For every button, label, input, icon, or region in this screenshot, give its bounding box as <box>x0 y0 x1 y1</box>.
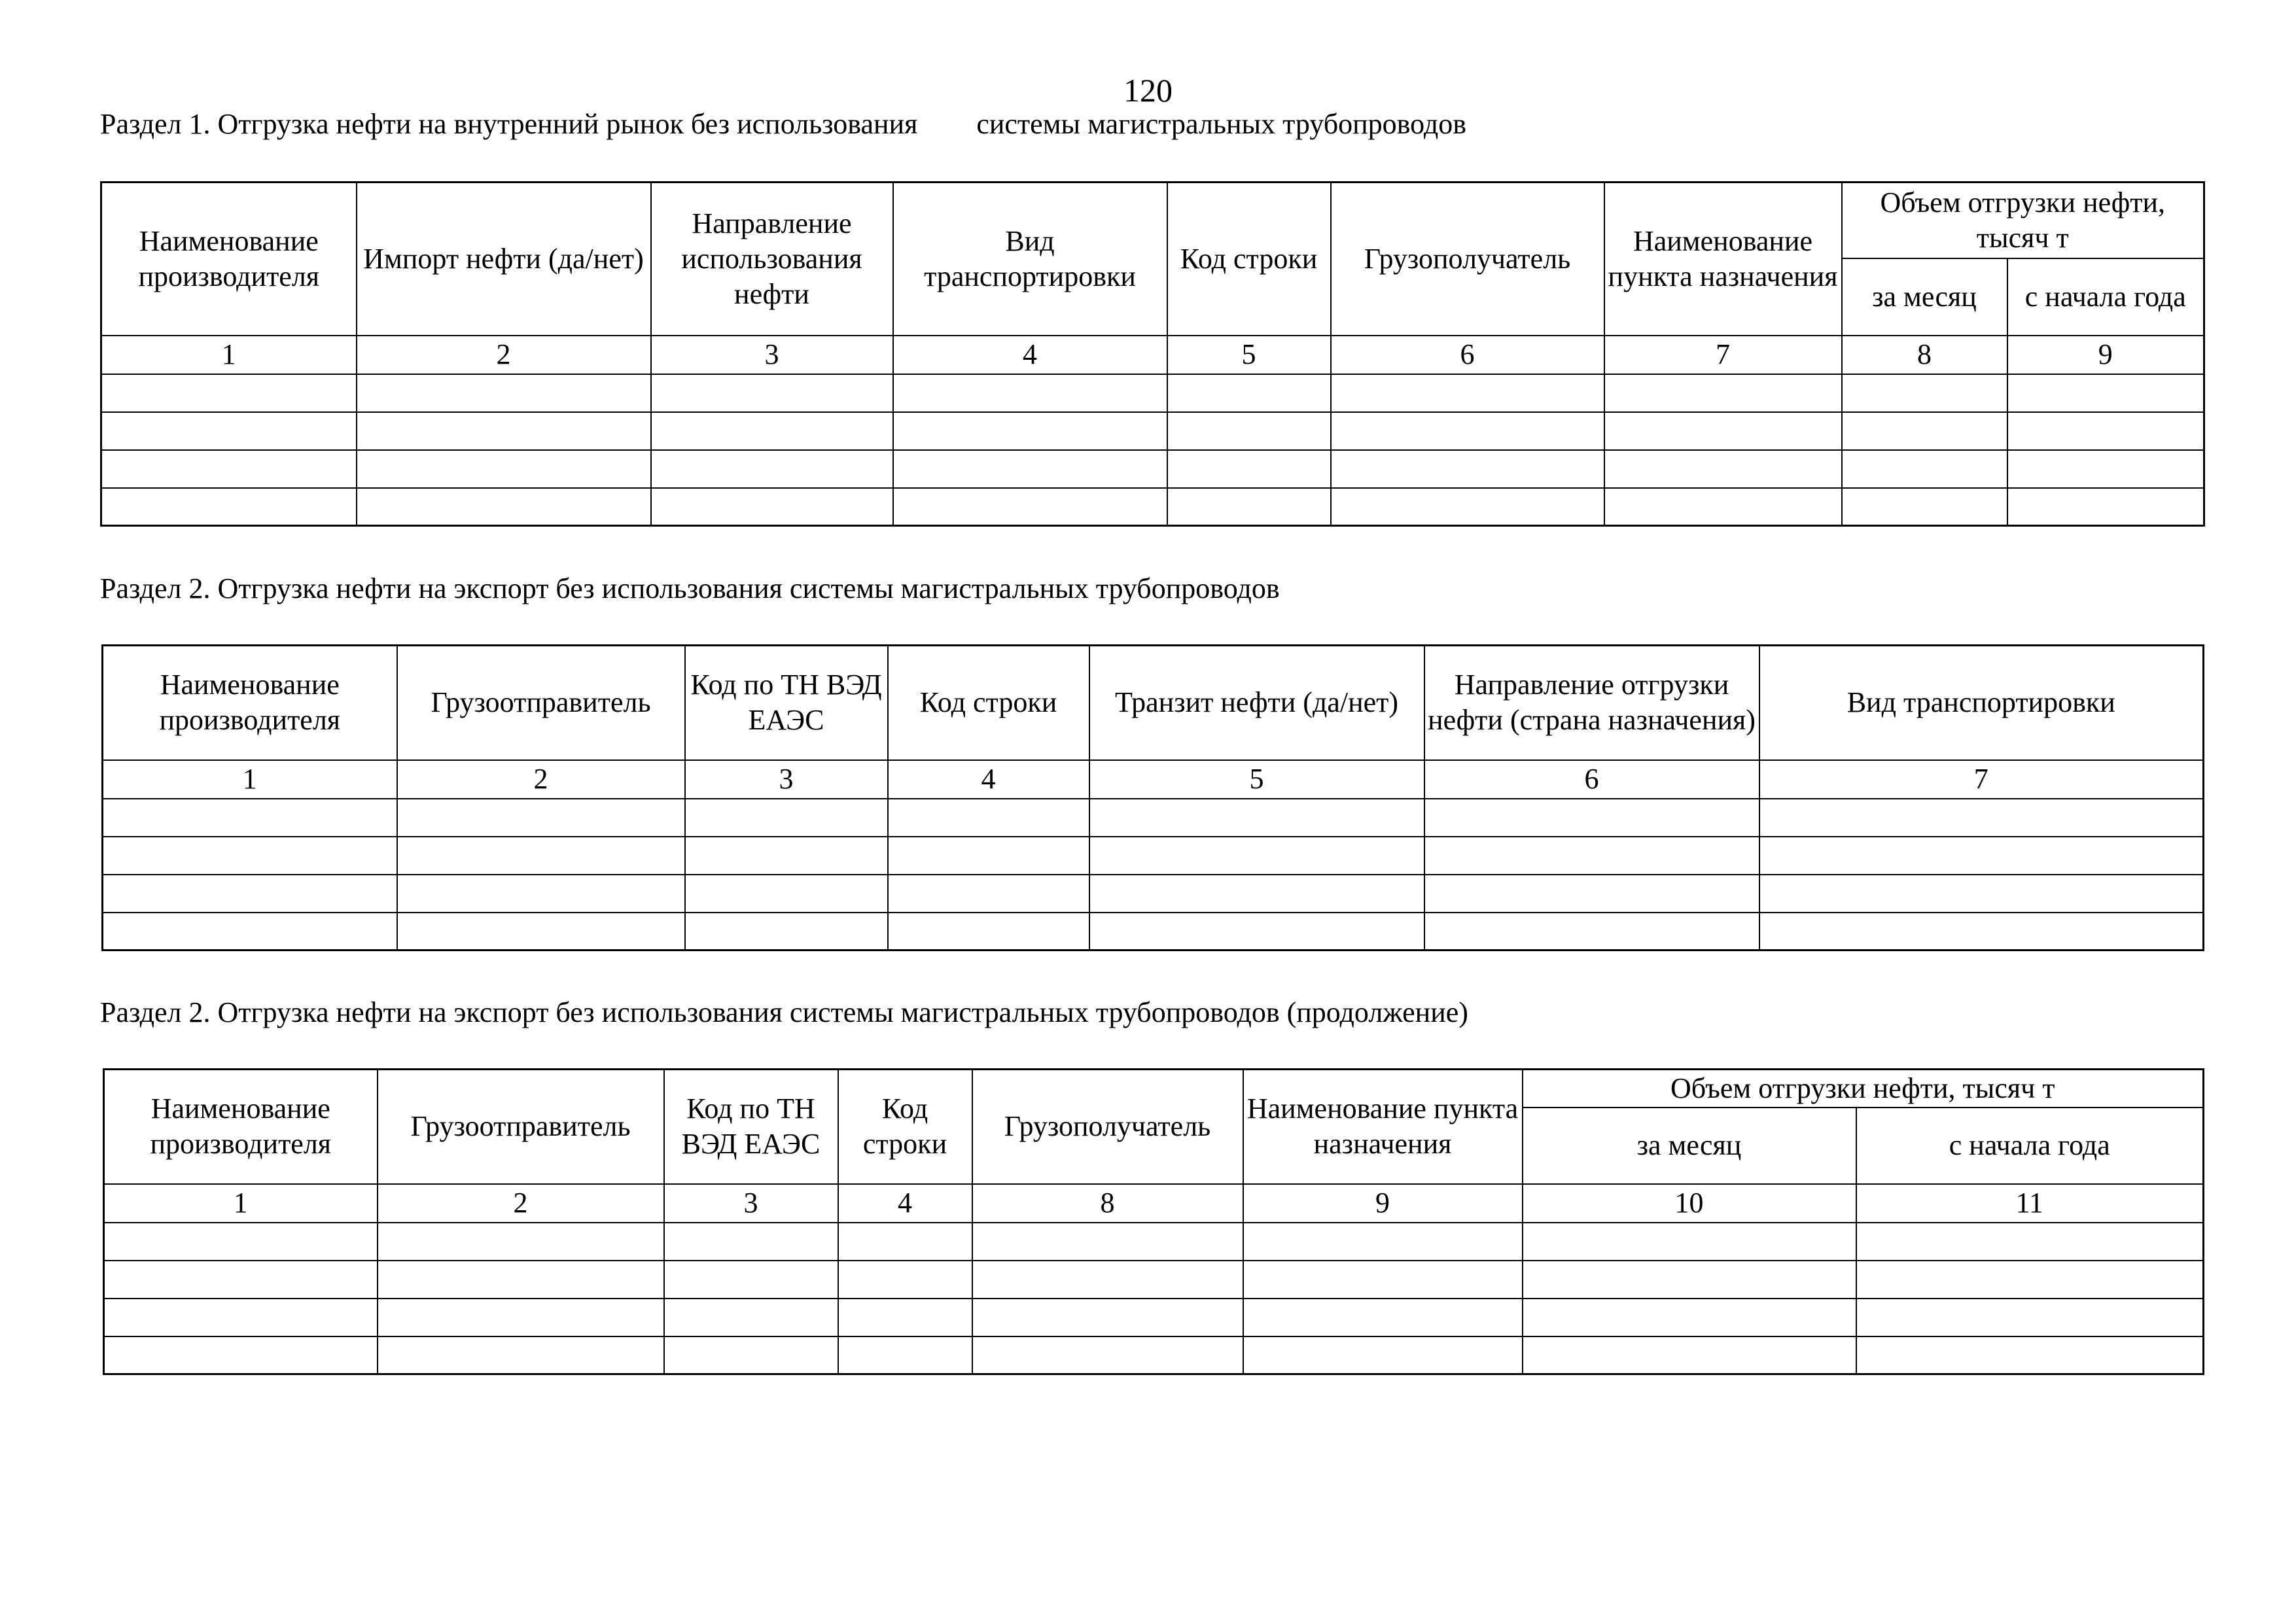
table-cell[interactable] <box>1842 450 2007 488</box>
table-cell[interactable] <box>378 1261 664 1299</box>
table-cell[interactable] <box>1167 374 1331 412</box>
table-cell[interactable] <box>893 488 1167 526</box>
table-cell[interactable] <box>1759 799 2204 837</box>
table-cell[interactable] <box>1523 1261 1856 1299</box>
section1-title-part1: Раздел 1. Отгрузка нефти на внутренний рынок без использования <box>100 108 918 140</box>
column-number: 6 <box>1424 760 1759 799</box>
header-shipper: Грузоотправитель <box>378 1070 664 1184</box>
column-number: 8 <box>972 1184 1243 1223</box>
header-line-code: Код строки <box>838 1070 972 1184</box>
table-cell[interactable] <box>1424 837 1759 875</box>
table-row <box>101 488 2204 526</box>
column-number: 10 <box>1523 1184 1856 1223</box>
table-row <box>104 1261 2204 1299</box>
column-number: 2 <box>397 760 685 799</box>
table-cell[interactable] <box>1523 1299 1856 1336</box>
column-number: 5 <box>1089 760 1424 799</box>
table-cell[interactable] <box>1523 1336 1856 1374</box>
table-cell[interactable] <box>1759 913 2204 951</box>
table-cell[interactable] <box>685 875 888 913</box>
table-cell[interactable] <box>651 374 893 412</box>
table-row <box>103 799 2204 837</box>
table-cell[interactable] <box>1842 374 2007 412</box>
table-row <box>103 837 2204 875</box>
header-tn-ved: Код по ТН ВЭД ЕАЭС <box>664 1070 838 1184</box>
table-cell[interactable] <box>357 450 651 488</box>
table-cell[interactable] <box>1243 1223 1523 1261</box>
table-cell[interactable] <box>1167 412 1331 450</box>
table-cell[interactable] <box>1604 450 1842 488</box>
table-cell[interactable] <box>664 1261 838 1299</box>
table-cell[interactable] <box>1167 488 1331 526</box>
table-cell[interactable] <box>1842 412 2007 450</box>
column-number: 9 <box>2007 336 2204 374</box>
header-destination: Наименование пункта назначения <box>1243 1070 1523 1184</box>
table-cell[interactable] <box>397 799 685 837</box>
table-cell[interactable] <box>1243 1261 1523 1299</box>
section3-title: Раздел 2. Отгрузка нефти на экспорт без использования системы магистральных трубопроводов (продолжение) <box>100 996 1468 1028</box>
header-shipper: Грузоотправитель <box>397 646 685 760</box>
header-transport: Вид транспортировки <box>893 183 1167 336</box>
table-cell[interactable] <box>1243 1299 1523 1336</box>
table-cell[interactable] <box>893 450 1167 488</box>
table-cell[interactable] <box>357 488 651 526</box>
table-cell[interactable] <box>397 875 685 913</box>
section2-title: Раздел 2. Отгрузка нефти на экспорт без использования системы магистральных трубопроводов <box>100 572 1280 604</box>
column-number: 1 <box>104 1184 378 1223</box>
table-cell[interactable] <box>1331 374 1604 412</box>
header-producer: Наименование производителя <box>103 646 397 760</box>
table-cell[interactable] <box>103 875 397 913</box>
column-number: 2 <box>378 1184 664 1223</box>
table-cell[interactable] <box>838 1261 972 1299</box>
table-cell[interactable] <box>972 1261 1243 1299</box>
column-number: 4 <box>893 336 1167 374</box>
column-number: 5 <box>1167 336 1331 374</box>
column-number: 7 <box>1759 760 2204 799</box>
table-cell[interactable] <box>888 913 1089 951</box>
section1-table <box>100 181 2205 527</box>
table-cell[interactable] <box>1856 1223 2204 1261</box>
table-cell[interactable] <box>838 1336 972 1374</box>
table-cell[interactable] <box>101 450 357 488</box>
table-cell[interactable] <box>378 1299 664 1336</box>
header-consignee: Грузополучатель <box>972 1070 1243 1184</box>
table-row <box>103 913 2204 951</box>
table-cell[interactable] <box>1331 450 1604 488</box>
table-cell[interactable] <box>685 799 888 837</box>
header-producer: Наименование производителя <box>101 183 357 336</box>
column-number: 8 <box>1842 336 2007 374</box>
column-number: 9 <box>1243 1184 1523 1223</box>
section1-title <box>100 106 1466 143</box>
header-month: за месяц <box>1842 258 2007 336</box>
header-direction: Направление использования нефти <box>651 183 893 336</box>
section2-table <box>101 644 2204 951</box>
table-cell[interactable] <box>651 488 893 526</box>
table-cell[interactable] <box>1424 913 1759 951</box>
table-cell[interactable] <box>651 450 893 488</box>
table-cell[interactable] <box>1856 1299 2204 1336</box>
table-cell[interactable] <box>397 837 685 875</box>
table-cell[interactable] <box>357 374 651 412</box>
table-cell[interactable] <box>1089 799 1424 837</box>
header-volume: Объем отгрузки нефти, тысяч т <box>1842 183 2204 258</box>
table-cell[interactable] <box>893 412 1167 450</box>
table-cell[interactable] <box>103 837 397 875</box>
table-cell[interactable] <box>685 837 888 875</box>
table-cell[interactable] <box>101 412 357 450</box>
column-number: 1 <box>101 336 357 374</box>
table-cell[interactable] <box>1424 799 1759 837</box>
table-cell[interactable] <box>104 1336 378 1374</box>
table-cell[interactable] <box>1089 875 1424 913</box>
table-cell[interactable] <box>2007 374 2204 412</box>
table-cell[interactable] <box>2007 488 2204 526</box>
table-cell[interactable] <box>972 1299 1243 1336</box>
header-destination: Наименование пункта назначения <box>1604 183 1842 336</box>
table-row <box>104 1299 2204 1336</box>
table-cell[interactable] <box>893 374 1167 412</box>
table-cell[interactable] <box>1604 488 1842 526</box>
header-import: Импорт нефти (да/нет) <box>357 183 651 336</box>
table-row <box>104 1336 2204 1374</box>
table-cell[interactable] <box>972 1336 1243 1374</box>
table-cell[interactable] <box>104 1223 378 1261</box>
column-number: 3 <box>685 760 888 799</box>
table-cell[interactable] <box>1331 412 1604 450</box>
section1-title-part2: системы магистральных трубопроводов <box>976 108 1467 140</box>
table-cell[interactable] <box>1523 1223 1856 1261</box>
table-cell[interactable] <box>101 488 357 526</box>
header-ytd: с начала года <box>2007 258 2204 336</box>
table-cell[interactable] <box>685 913 888 951</box>
column-number: 3 <box>651 336 893 374</box>
table-cell[interactable] <box>1759 837 2204 875</box>
table-cell[interactable] <box>664 1336 838 1374</box>
column-number: 4 <box>888 760 1089 799</box>
page-number: 120 <box>1123 72 1173 109</box>
table-cell[interactable] <box>972 1223 1243 1261</box>
section3-table <box>103 1068 2204 1375</box>
table-cell[interactable] <box>1856 1336 2204 1374</box>
header-direction: Направление отгрузки нефти (страна назначения) <box>1424 646 1759 760</box>
header-consignee: Грузополучатель <box>1331 183 1604 336</box>
table-cell[interactable] <box>664 1299 838 1336</box>
column-number: 2 <box>357 336 651 374</box>
table-cell[interactable] <box>838 1223 972 1261</box>
table-row <box>104 1223 2204 1261</box>
table-cell[interactable] <box>1856 1261 2204 1299</box>
column-number: 7 <box>1604 336 1842 374</box>
table-cell[interactable] <box>1089 837 1424 875</box>
header-ytd: с начала года <box>1856 1108 2204 1184</box>
table-cell[interactable] <box>104 1261 378 1299</box>
table-row <box>103 875 2204 913</box>
table-cell[interactable] <box>1604 374 1842 412</box>
table-cell[interactable] <box>1759 875 2204 913</box>
table-cell[interactable] <box>888 837 1089 875</box>
table-cell[interactable] <box>103 799 397 837</box>
header-line-code: Код строки <box>1167 183 1331 336</box>
table-cell[interactable] <box>1604 412 1842 450</box>
column-number: 11 <box>1856 1184 2204 1223</box>
table-cell[interactable] <box>838 1299 972 1336</box>
table-row <box>101 374 2204 412</box>
table-row <box>101 450 2204 488</box>
table-cell[interactable] <box>1331 488 1604 526</box>
table-cell[interactable] <box>2007 450 2204 488</box>
table-cell[interactable] <box>357 412 651 450</box>
header-transit: Транзит нефти (да/нет) <box>1089 646 1424 760</box>
table-cell[interactable] <box>397 913 685 951</box>
table-cell[interactable] <box>104 1299 378 1336</box>
table-cell[interactable] <box>664 1223 838 1261</box>
table-cell[interactable] <box>888 799 1089 837</box>
table-cell[interactable] <box>651 412 893 450</box>
table-cell[interactable] <box>1243 1336 1523 1374</box>
header-transport: Вид транспортировки <box>1759 646 2204 760</box>
header-line-code: Код строки <box>888 646 1089 760</box>
table-cell[interactable] <box>1089 913 1424 951</box>
table-cell[interactable] <box>101 374 357 412</box>
table-cell[interactable] <box>378 1223 664 1261</box>
table-cell[interactable] <box>888 875 1089 913</box>
column-number: 4 <box>838 1184 972 1223</box>
table-row <box>101 412 2204 450</box>
table-cell[interactable] <box>1424 875 1759 913</box>
table-cell[interactable] <box>103 913 397 951</box>
table-cell[interactable] <box>1842 488 2007 526</box>
header-tn-ved: Код по ТН ВЭД ЕАЭС <box>685 646 888 760</box>
header-producer: Наименование производителя <box>104 1070 378 1184</box>
table-cell[interactable] <box>1167 450 1331 488</box>
table-cell[interactable] <box>378 1336 664 1374</box>
column-number: 3 <box>664 1184 838 1223</box>
column-number: 1 <box>103 760 397 799</box>
header-month: за месяц <box>1523 1108 1856 1184</box>
header-volume: Объем отгрузки нефти, тысяч т <box>1523 1070 2204 1108</box>
column-number: 6 <box>1331 336 1604 374</box>
table-cell[interactable] <box>2007 412 2204 450</box>
